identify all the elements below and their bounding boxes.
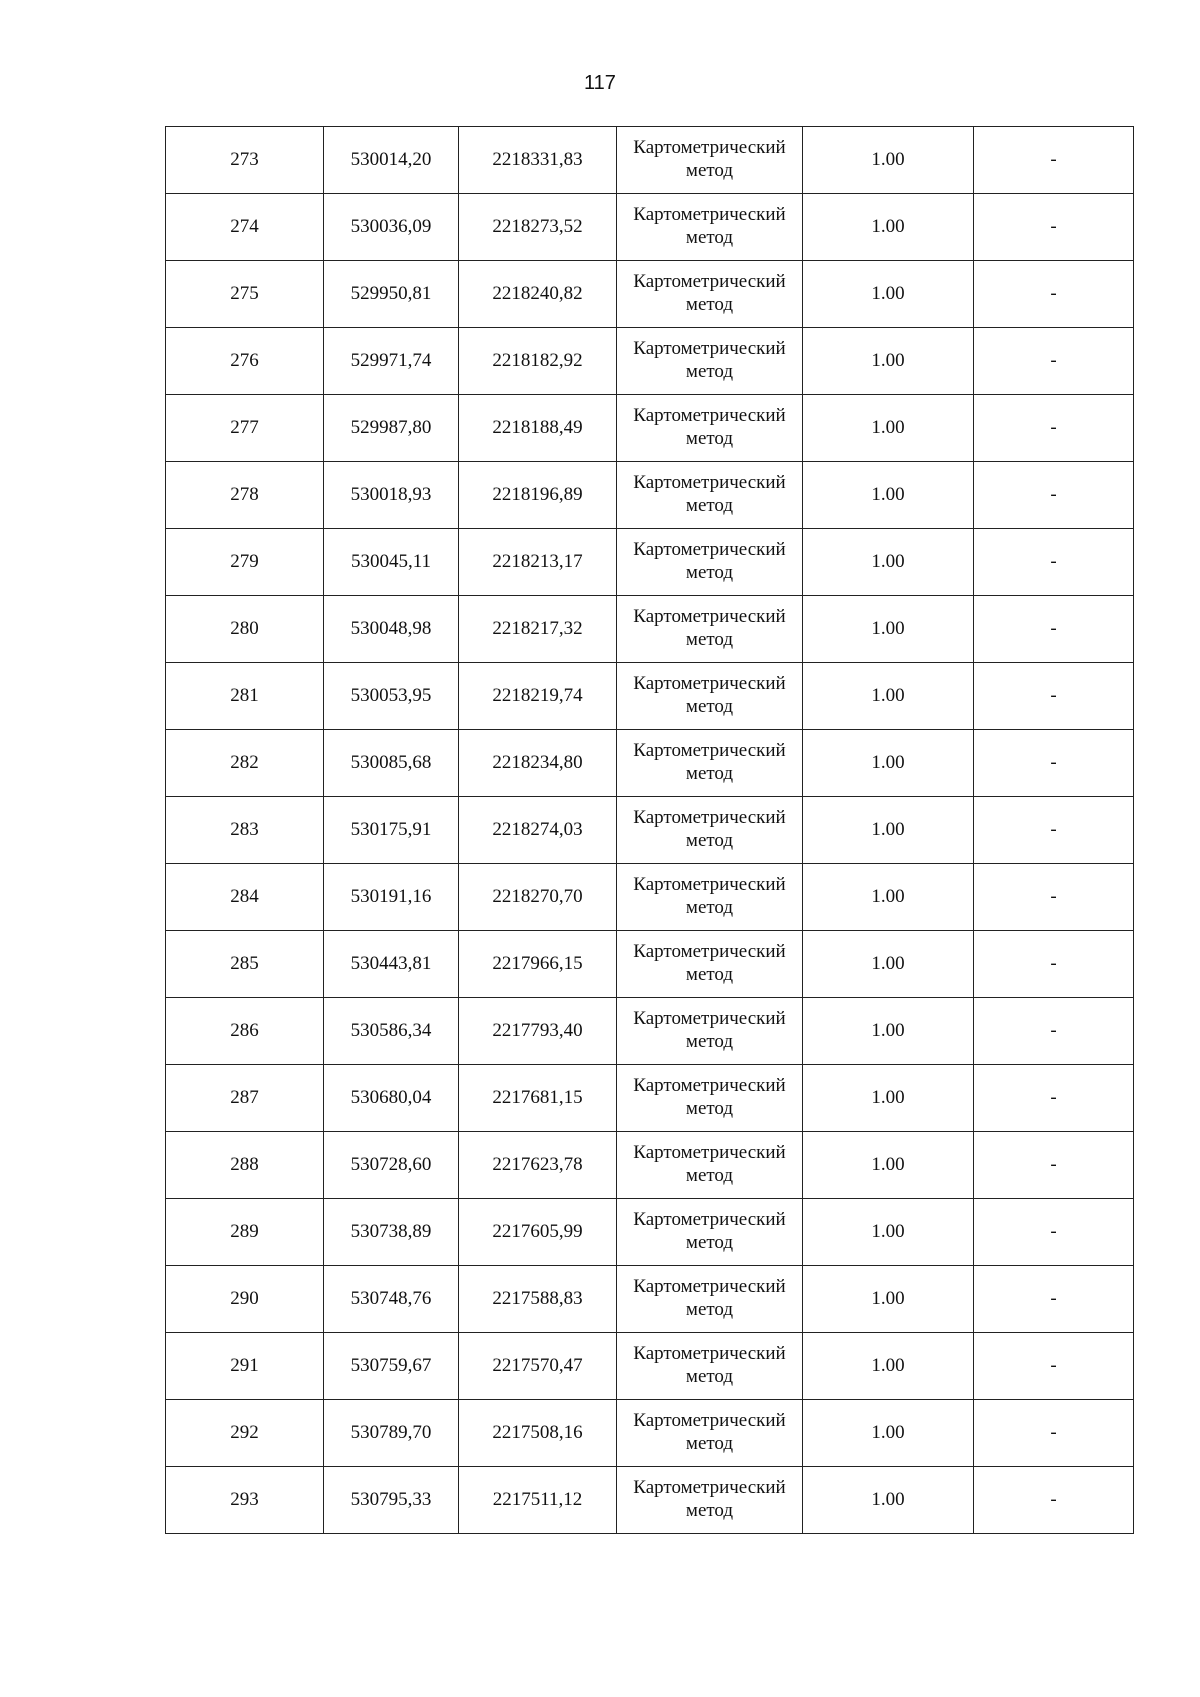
x-coordinate-cell: 530443,81: [324, 931, 459, 998]
method-cell: [617, 395, 803, 462]
accuracy-cell: 1.00: [803, 127, 974, 194]
table-row: [166, 1333, 1134, 1400]
method-line-2: метод: [685, 696, 734, 717]
x-coordinate-cell: 530085,68: [324, 730, 459, 797]
x-coordinate-cell: 529971,74: [324, 328, 459, 395]
coordinates-table-body: [166, 127, 1134, 1534]
point-number-cell: 276: [166, 328, 324, 395]
method-line-2: метод: [685, 1299, 734, 1320]
y-coordinate-cell: 2218213,17: [459, 529, 617, 596]
table-row: [166, 1400, 1134, 1467]
note-cell: -: [974, 1333, 1134, 1400]
point-number-cell: 283: [166, 797, 324, 864]
method-line-1: Картометрический: [633, 740, 786, 762]
method-line-1: Картометрический: [633, 606, 786, 628]
note-cell: -: [974, 864, 1134, 931]
method-cell: [617, 931, 803, 998]
method-line-2: метод: [685, 964, 734, 985]
note-cell: -: [974, 730, 1134, 797]
method-cell: [617, 529, 803, 596]
method-line-2: метод: [685, 1031, 734, 1052]
x-coordinate-cell: 530728,60: [324, 1132, 459, 1199]
table-row: [166, 663, 1134, 730]
note-cell: -: [974, 395, 1134, 462]
table-row: [166, 462, 1134, 529]
point-number-cell: 277: [166, 395, 324, 462]
method-line-1: Картометрический: [633, 1209, 786, 1231]
method-line-2: метод: [685, 294, 734, 315]
table-row: [166, 596, 1134, 663]
table-row: [166, 1467, 1134, 1534]
y-coordinate-cell: 2217966,15: [459, 931, 617, 998]
note-cell: -: [974, 931, 1134, 998]
method-line-1: Картометрический: [633, 1477, 786, 1499]
method-line-2: метод: [685, 830, 734, 851]
x-coordinate-cell: 529950,81: [324, 261, 459, 328]
table-row: [166, 1199, 1134, 1266]
y-coordinate-cell: 2218270,70: [459, 864, 617, 931]
y-coordinate-cell: 2218274,03: [459, 797, 617, 864]
y-coordinate-cell: 2218240,82: [459, 261, 617, 328]
point-number-cell: 287: [166, 1065, 324, 1132]
y-coordinate-cell: 2217588,83: [459, 1266, 617, 1333]
method-line-2: метод: [685, 1165, 734, 1186]
method-cell: [617, 663, 803, 730]
x-coordinate-cell: 530789,70: [324, 1400, 459, 1467]
table-row: [166, 1132, 1134, 1199]
method-line-1: Картометрический: [633, 1075, 786, 1097]
accuracy-cell: 1.00: [803, 261, 974, 328]
method-cell: [617, 797, 803, 864]
y-coordinate-cell: 2218188,49: [459, 395, 617, 462]
point-number-cell: 285: [166, 931, 324, 998]
y-coordinate-cell: 2218182,92: [459, 328, 617, 395]
x-coordinate-cell: 530053,95: [324, 663, 459, 730]
note-cell: -: [974, 529, 1134, 596]
method-cell: [617, 998, 803, 1065]
point-number-cell: 293: [166, 1467, 324, 1534]
point-number-cell: 282: [166, 730, 324, 797]
point-number-cell: 286: [166, 998, 324, 1065]
method-cell: [617, 1266, 803, 1333]
y-coordinate-cell: 2217623,78: [459, 1132, 617, 1199]
point-number-cell: 279: [166, 529, 324, 596]
y-coordinate-cell: 2218273,52: [459, 194, 617, 261]
point-number-cell: 273: [166, 127, 324, 194]
x-coordinate-cell: 530014,20: [324, 127, 459, 194]
y-coordinate-cell: 2218234,80: [459, 730, 617, 797]
accuracy-cell: 1.00: [803, 931, 974, 998]
accuracy-cell: 1.00: [803, 864, 974, 931]
method-line-1: Картометрический: [633, 1142, 786, 1164]
note-cell: -: [974, 1467, 1134, 1534]
x-coordinate-cell: 530048,98: [324, 596, 459, 663]
accuracy-cell: 1.00: [803, 1199, 974, 1266]
method-cell: [617, 1132, 803, 1199]
method-cell: [617, 1400, 803, 1467]
x-coordinate-cell: 530759,67: [324, 1333, 459, 1400]
accuracy-cell: 1.00: [803, 1333, 974, 1400]
accuracy-cell: 1.00: [803, 1132, 974, 1199]
accuracy-cell: 1.00: [803, 730, 974, 797]
accuracy-cell: 1.00: [803, 1065, 974, 1132]
method-line-1: Картометрический: [633, 1343, 786, 1365]
table-row: [166, 931, 1134, 998]
method-line-2: метод: [685, 1098, 734, 1119]
method-line-2: метод: [685, 495, 734, 516]
point-number-cell: 278: [166, 462, 324, 529]
table-row: [166, 328, 1134, 395]
page-number: 117: [584, 72, 616, 94]
point-number-cell: 275: [166, 261, 324, 328]
method-line-2: метод: [685, 361, 734, 382]
method-line-1: Картометрический: [633, 1008, 786, 1030]
table-row: [166, 395, 1134, 462]
note-cell: -: [974, 1266, 1134, 1333]
table-row: [166, 1266, 1134, 1333]
method-cell: [617, 194, 803, 261]
method-line-2: метод: [685, 1366, 734, 1387]
method-cell: [617, 864, 803, 931]
accuracy-cell: 1.00: [803, 462, 974, 529]
accuracy-cell: 1.00: [803, 998, 974, 1065]
table-row: [166, 127, 1134, 194]
y-coordinate-cell: 2217605,99: [459, 1199, 617, 1266]
method-line-2: метод: [685, 562, 734, 583]
method-line-2: метод: [685, 1500, 734, 1521]
method-cell: [617, 596, 803, 663]
method-cell: [617, 1065, 803, 1132]
note-cell: -: [974, 328, 1134, 395]
note-cell: -: [974, 1400, 1134, 1467]
point-number-cell: 284: [166, 864, 324, 931]
method-line-1: Картометрический: [633, 539, 786, 561]
method-cell: [617, 127, 803, 194]
accuracy-cell: 1.00: [803, 194, 974, 261]
note-cell: -: [974, 127, 1134, 194]
method-cell: [617, 730, 803, 797]
x-coordinate-cell: 530036,09: [324, 194, 459, 261]
note-cell: -: [974, 663, 1134, 730]
y-coordinate-cell: 2218331,83: [459, 127, 617, 194]
point-number-cell: 292: [166, 1400, 324, 1467]
table-row: [166, 864, 1134, 931]
y-coordinate-cell: 2218217,32: [459, 596, 617, 663]
point-number-cell: 280: [166, 596, 324, 663]
method-line-1: Картометрический: [633, 807, 786, 829]
method-cell: [617, 1199, 803, 1266]
x-coordinate-cell: 530586,34: [324, 998, 459, 1065]
note-cell: -: [974, 998, 1134, 1065]
y-coordinate-cell: 2217508,16: [459, 1400, 617, 1467]
table-row: [166, 730, 1134, 797]
y-coordinate-cell: 2218196,89: [459, 462, 617, 529]
note-cell: -: [974, 1199, 1134, 1266]
x-coordinate-cell: 530748,76: [324, 1266, 459, 1333]
accuracy-cell: 1.00: [803, 596, 974, 663]
accuracy-cell: 1.00: [803, 1467, 974, 1534]
point-number-cell: 291: [166, 1333, 324, 1400]
method-line-2: метод: [685, 1433, 734, 1454]
x-coordinate-cell: 530045,11: [324, 529, 459, 596]
accuracy-cell: 1.00: [803, 1266, 974, 1333]
point-number-cell: 281: [166, 663, 324, 730]
note-cell: -: [974, 1065, 1134, 1132]
table-row: [166, 529, 1134, 596]
y-coordinate-cell: 2217570,47: [459, 1333, 617, 1400]
note-cell: -: [974, 797, 1134, 864]
method-cell: [617, 1467, 803, 1534]
method-cell: [617, 462, 803, 529]
method-line-2: метод: [685, 160, 734, 181]
table-row: [166, 261, 1134, 328]
accuracy-cell: 1.00: [803, 797, 974, 864]
method-line-1: Картометрический: [633, 405, 786, 427]
accuracy-cell: 1.00: [803, 1400, 974, 1467]
method-line-1: Картометрический: [633, 271, 786, 293]
point-number-cell: 274: [166, 194, 324, 261]
accuracy-cell: 1.00: [803, 328, 974, 395]
note-cell: -: [974, 596, 1134, 663]
table-row: [166, 797, 1134, 864]
method-line-1: Картометрический: [633, 204, 786, 226]
method-line-1: Картометрический: [633, 1410, 786, 1432]
x-coordinate-cell: 530680,04: [324, 1065, 459, 1132]
note-cell: -: [974, 194, 1134, 261]
method-line-1: Картометрический: [633, 472, 786, 494]
table-row: [166, 194, 1134, 261]
method-line-1: Картометрический: [633, 941, 786, 963]
note-cell: -: [974, 261, 1134, 328]
method-line-1: Картометрический: [633, 673, 786, 695]
method-cell: [617, 328, 803, 395]
note-cell: -: [974, 462, 1134, 529]
method-line-2: метод: [685, 763, 734, 784]
method-line-2: метод: [685, 897, 734, 918]
method-line-2: метод: [685, 227, 734, 248]
x-coordinate-cell: 530738,89: [324, 1199, 459, 1266]
method-cell: [617, 1333, 803, 1400]
x-coordinate-cell: 530795,33: [324, 1467, 459, 1534]
point-number-cell: 290: [166, 1266, 324, 1333]
method-line-1: Картометрический: [633, 874, 786, 896]
point-number-cell: 289: [166, 1199, 324, 1266]
accuracy-cell: 1.00: [803, 529, 974, 596]
x-coordinate-cell: 530018,93: [324, 462, 459, 529]
method-line-1: Картометрический: [633, 1276, 786, 1298]
method-cell: [617, 261, 803, 328]
y-coordinate-cell: 2217511,12: [459, 1467, 617, 1534]
method-line-2: метод: [685, 629, 734, 650]
point-number-cell: 288: [166, 1132, 324, 1199]
y-coordinate-cell: 2217793,40: [459, 998, 617, 1065]
method-line-1: Картометрический: [633, 137, 786, 159]
accuracy-cell: 1.00: [803, 395, 974, 462]
y-coordinate-cell: 2217681,15: [459, 1065, 617, 1132]
method-line-2: метод: [685, 1232, 734, 1253]
note-cell: -: [974, 1132, 1134, 1199]
y-coordinate-cell: 2218219,74: [459, 663, 617, 730]
x-coordinate-cell: 529987,80: [324, 395, 459, 462]
table-row: [166, 1065, 1134, 1132]
table-row: [166, 998, 1134, 1065]
x-coordinate-cell: 530191,16: [324, 864, 459, 931]
method-line-2: метод: [685, 428, 734, 449]
method-line-1: Картометрический: [633, 338, 786, 360]
x-coordinate-cell: 530175,91: [324, 797, 459, 864]
accuracy-cell: 1.00: [803, 663, 974, 730]
coordinates-table: [165, 126, 1134, 1534]
